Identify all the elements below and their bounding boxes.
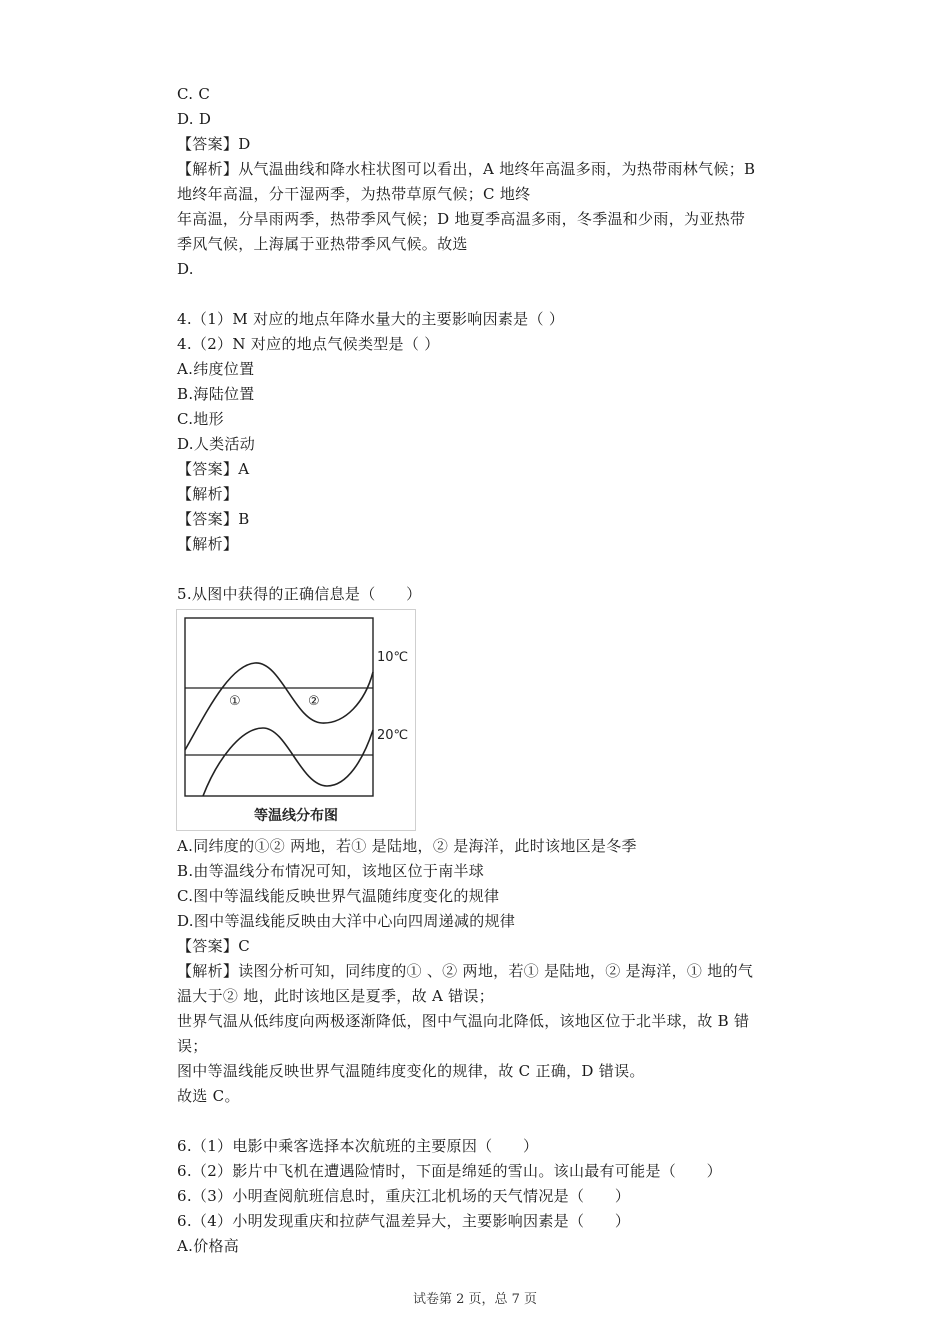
q5-answer: 【答案】C xyxy=(177,937,250,955)
q3-analysis-line: D. xyxy=(177,260,194,278)
point-1-marker: ① xyxy=(229,694,241,709)
q5-analysis-line: 温大于② 地，此时该地区是夏季，故 A 错误； xyxy=(177,987,495,1005)
q5-analysis-line: 故选 C。 xyxy=(177,1087,240,1105)
q5-option-b: B.由等温线分布情况可知，该地区位于南半球 xyxy=(177,862,485,880)
page-footer: 试卷第 2 页，总 7 页 xyxy=(412,1292,538,1307)
isotherm-figure xyxy=(176,609,416,831)
q3-analysis-line: 【解析】从气温曲线和降水柱状图可以看出，A 地终年高温多雨，为热带雨林气候；B xyxy=(177,160,756,178)
q6-stem-2: 6.（2）影片中飞机在遭遇险情时，下面是绵延的雪山。该山最有可能是（ ） xyxy=(177,1162,722,1180)
q5-analysis-line: 世界气温从低纬度向两极逐渐降低，图中气温向北降低，该地区位于北半球，故 B 错 xyxy=(177,1012,750,1030)
q4-option-d: D.人类活动 xyxy=(177,435,256,453)
q4-stem-2: 4.（2）N 对应的地点气候类型是（ ） xyxy=(177,335,440,353)
spacer xyxy=(177,282,817,307)
q6-stem-4: 6.（4）小明发现重庆和拉萨气温差异大，主要影响因素是（ ） xyxy=(177,1212,631,1230)
q4-answer-1: 【答案】A xyxy=(177,460,250,478)
q3-analysis-line: 季风气候，上海属于亚热带季风气候。故选 xyxy=(177,235,468,253)
q5-analysis-line: 图中等温线能反映世界气温随纬度变化的规律，故 C 正确，D 错误。 xyxy=(177,1062,645,1080)
spacer xyxy=(177,1109,817,1134)
q4-analysis-2: 【解析】 xyxy=(177,535,239,553)
q3-analysis-line: 地终年高温，分干湿两季，为热带草原气候；C 地终 xyxy=(177,185,531,203)
q4-answer-2: 【答案】B xyxy=(177,510,250,528)
q5-option-d: D.图中等温线能反映由大洋中心向四周递减的规律 xyxy=(177,912,516,930)
q4-analysis-1: 【解析】 xyxy=(177,485,239,503)
q6-option-a: A.价格高 xyxy=(177,1237,240,1255)
q4-stem-1: 4.（1）M 对应的地点年降水量大的主要影响因素是（ ） xyxy=(177,310,565,328)
spacer xyxy=(177,557,817,582)
figure-caption: 等温线分布图 xyxy=(254,808,338,824)
q3-answer: 【答案】D xyxy=(177,135,251,153)
diagram-frame xyxy=(185,618,373,796)
q6-stem-3: 6.（3）小明查阅航班信息时，重庆江北机场的天气情况是（ ） xyxy=(177,1187,631,1205)
q4-option-b: B.海陆位置 xyxy=(177,385,255,403)
q5-analysis-line: 误； xyxy=(177,1037,208,1055)
q3-option-d: D. D xyxy=(177,110,212,128)
q5-option-c: C.图中等温线能反映世界气温随纬度变化的规律 xyxy=(177,887,500,905)
isotherm-20c-curve xyxy=(203,728,373,796)
q4-option-c: C.地形 xyxy=(177,410,224,428)
q6-stem-1: 6.（1）电影中乘客选择本次航班的主要原因（ ） xyxy=(177,1137,539,1155)
q4-option-a: A.纬度位置 xyxy=(177,360,255,378)
isotherm-label-20c: 20℃ xyxy=(377,728,409,743)
point-2-marker: ② xyxy=(308,694,320,709)
q5-analysis-line: 【解析】读图分析可知，同纬度的① 、② 两地，若① 是陆地，② 是海洋，① 地的气 xyxy=(177,962,754,980)
isotherm-diagram xyxy=(177,610,415,830)
isotherm-label-10c: 10℃ xyxy=(377,650,409,665)
q5-stem: 5.从图中获得的正确信息是（ ） xyxy=(177,585,422,603)
q3-option-c: C. C xyxy=(177,85,211,103)
exam-page-content xyxy=(177,82,817,1259)
q3-analysis-line: 年高温，分旱雨两季，热带季风气候；D 地夏季高温多雨，冬季温和少雨，为亚热带 xyxy=(177,210,746,228)
q5-option-a: A.同纬度的①② 两地，若① 是陆地，② 是海洋，此时该地区是冬季 xyxy=(177,837,637,855)
